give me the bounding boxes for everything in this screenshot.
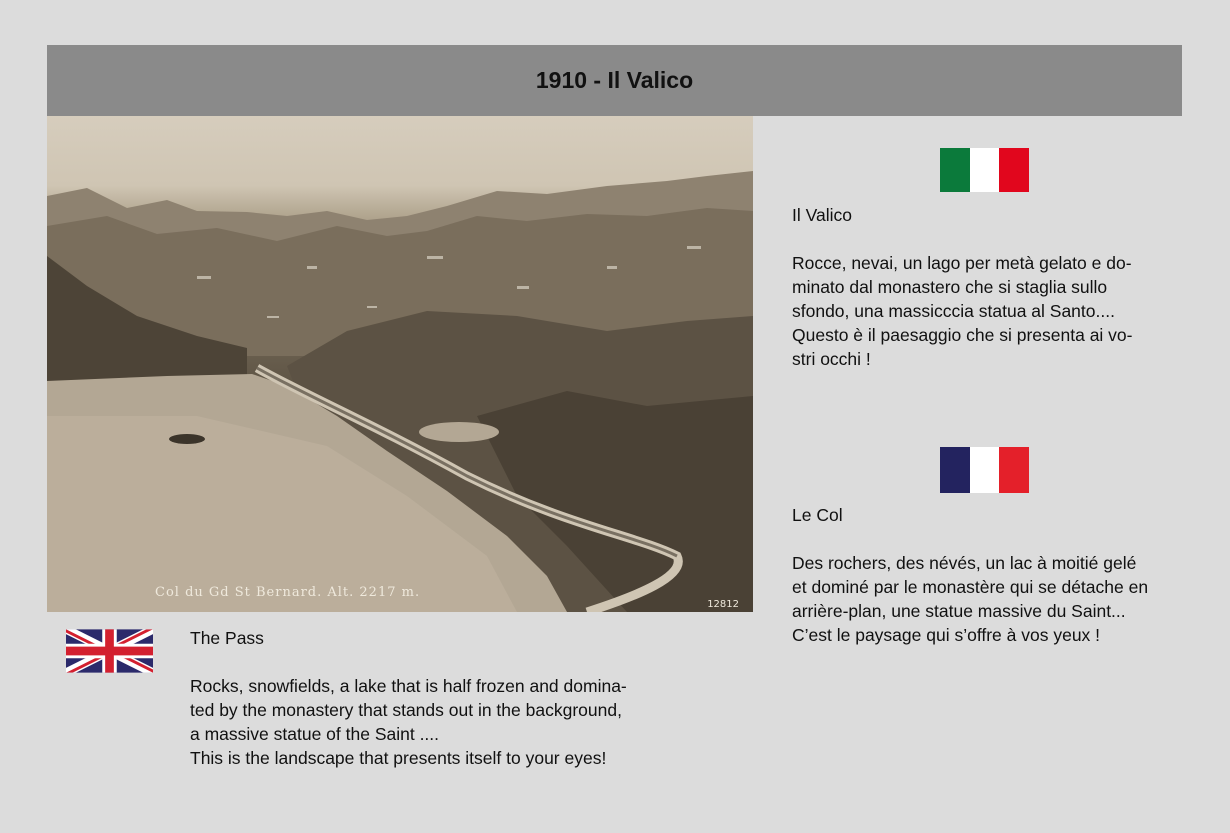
italian-body: Rocce, nevai, un lago per metà gelato e do- minato dal monastero che si staglia sullo sfondo, una massicccia statua al Santo.... Questo è il paesaggio che si presenta ai vo- stri occhi ! — [792, 253, 1133, 369]
english-text — [190, 626, 690, 770]
historic-photo — [47, 116, 753, 612]
french-title: Le Col — [792, 505, 843, 525]
mountain-pass-illustration — [47, 116, 753, 612]
english-body: Rocks, snowfields, a lake that is half frozen and domina- ted by the monastery that stands out in the background, a massive statue of the Saint .... This is the landscape that presents itself to your eyes! — [190, 676, 627, 768]
english-title: The Pass — [190, 628, 264, 648]
french-body: Des rochers, des névés, un lac à moitié gelé et dominé par le monastère qui se détache en arrière-plan, une statue massive du Saint... C’est le paysage qui s’offre à vos yeux ! — [792, 553, 1149, 645]
french-text — [792, 503, 1182, 647]
uk-flag-icon — [66, 629, 153, 673]
photo-caption: Col du Gd St Bernard. Alt. 2217 m. — [155, 585, 421, 600]
photo-number: 12812 — [707, 599, 739, 610]
france-flag-icon — [940, 447, 1029, 493]
italian-title: Il Valico — [792, 205, 852, 225]
italy-flag-icon — [940, 148, 1029, 192]
page-title: 1910 - Il Valico — [535, 67, 694, 93]
italian-text — [792, 203, 1182, 371]
page-header — [47, 45, 1182, 116]
